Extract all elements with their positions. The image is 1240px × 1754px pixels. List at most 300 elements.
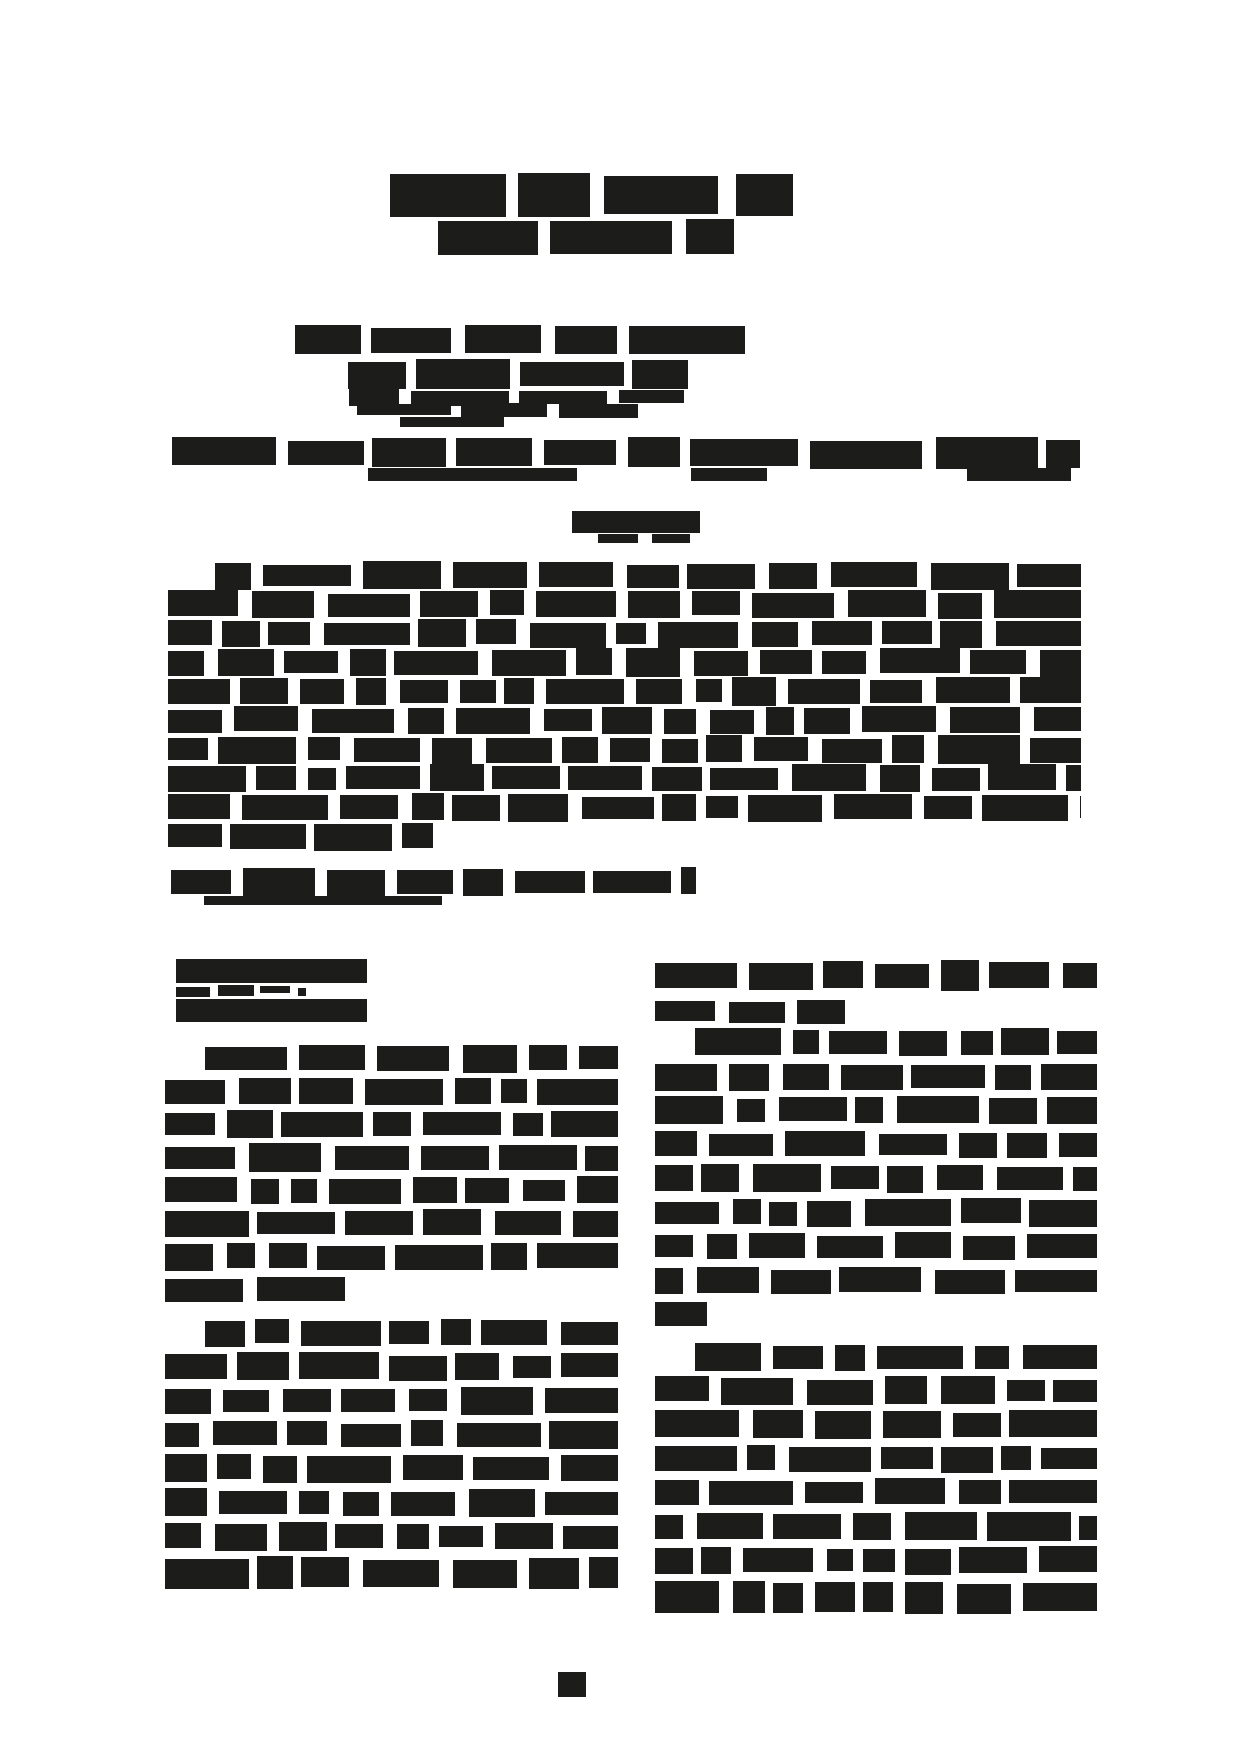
ink-chunk — [441, 1319, 471, 1345]
ink-chunk — [373, 1112, 411, 1136]
ink-chunk — [492, 650, 566, 676]
ink-chunk — [877, 1346, 963, 1369]
ink-chunk — [959, 1547, 1027, 1573]
ink-chunk — [1020, 677, 1081, 703]
ink-chunk — [736, 174, 793, 216]
ink-chunk — [1009, 1410, 1097, 1437]
ink-chunk — [456, 438, 532, 466]
redacted-line — [655, 1002, 845, 1023]
redacted-line — [655, 1064, 1097, 1089]
ink-chunk — [831, 1166, 879, 1189]
ink-chunk — [473, 1457, 549, 1480]
ink-chunk — [283, 1389, 331, 1412]
ink-chunk — [420, 591, 478, 617]
ink-chunk — [284, 651, 338, 673]
redacted-line — [165, 1277, 345, 1302]
ink-chunk — [165, 1523, 201, 1548]
redacted-line — [655, 1514, 1097, 1539]
ink-chunk — [372, 438, 446, 467]
ink-chunk — [395, 1245, 483, 1270]
ink-chunk — [1040, 650, 1081, 677]
ink-chunk — [941, 1376, 995, 1404]
ink-chunk — [733, 1199, 761, 1224]
ink-chunk — [205, 1047, 287, 1070]
ink-chunk — [937, 1165, 983, 1190]
ink-chunk — [1027, 1234, 1097, 1258]
redacted-line — [390, 175, 793, 215]
ink-chunk — [346, 766, 420, 789]
ink-chunk — [504, 678, 534, 704]
ink-chunk — [269, 1243, 307, 1268]
ink-chunk — [1007, 1380, 1045, 1401]
redacted-line — [558, 1672, 586, 1697]
ink-chunk — [988, 764, 1056, 790]
ink-chunk — [513, 1356, 551, 1378]
ink-chunk — [655, 1268, 683, 1294]
ink-chunk — [412, 793, 444, 820]
ink-chunk — [1023, 1345, 1097, 1369]
redacted-line — [655, 1268, 1097, 1293]
ink-chunk — [655, 1515, 683, 1539]
redacted-line — [348, 360, 688, 387]
ink-chunk — [463, 1045, 517, 1073]
redacted-line — [168, 737, 1081, 762]
ink-chunk — [655, 1096, 723, 1124]
ink-chunk — [165, 1559, 249, 1589]
ink-chunk — [602, 707, 652, 734]
ink-chunk — [815, 1411, 871, 1439]
ink-chunk — [176, 959, 367, 983]
ink-chunk — [368, 468, 577, 481]
redacted-line — [168, 766, 1081, 791]
redacted-line — [165, 1112, 618, 1137]
redacted-line — [598, 534, 690, 543]
ink-chunk — [924, 796, 972, 819]
ink-chunk — [168, 766, 246, 792]
ink-chunk — [706, 796, 738, 818]
ink-chunk — [822, 651, 866, 674]
ink-chunk — [1057, 1031, 1097, 1054]
ink-chunk — [400, 417, 504, 427]
ink-chunk — [652, 534, 690, 543]
ink-chunk — [629, 326, 745, 354]
ink-chunk — [350, 649, 386, 676]
ink-chunk — [616, 623, 646, 644]
redacted-line — [695, 1344, 1097, 1369]
redacted-line — [295, 326, 745, 352]
ink-chunk — [953, 1413, 1001, 1437]
ink-chunk — [687, 564, 755, 589]
ink-chunk — [1059, 1133, 1097, 1157]
ink-chunk — [577, 1176, 618, 1203]
ink-chunk — [987, 1512, 1071, 1541]
ink-chunk — [627, 565, 679, 588]
ink-chunk — [805, 1482, 863, 1503]
ink-chunk — [301, 1321, 381, 1346]
ink-chunk — [881, 1447, 933, 1469]
ink-chunk — [204, 896, 442, 905]
redacted-line — [165, 1244, 618, 1269]
ink-chunk — [411, 1420, 443, 1446]
ink-chunk — [312, 709, 394, 733]
ink-chunk — [1073, 1167, 1097, 1191]
redacted-line — [176, 999, 367, 1022]
ink-chunk — [655, 1001, 715, 1021]
ink-chunk — [961, 1031, 993, 1055]
ink-chunk — [499, 1145, 577, 1170]
ink-chunk — [354, 738, 420, 762]
ink-chunk — [1030, 738, 1081, 763]
ink-chunk — [882, 621, 932, 644]
ink-chunk — [996, 621, 1081, 646]
ink-chunk — [222, 621, 260, 647]
ink-chunk — [655, 1480, 699, 1505]
redacted-line — [168, 824, 433, 849]
ink-chunk — [817, 1236, 883, 1258]
ink-chunk — [887, 1166, 923, 1193]
ink-chunk — [213, 1421, 277, 1445]
ink-chunk — [690, 439, 798, 466]
ink-chunk — [1007, 1133, 1047, 1158]
ink-chunk — [317, 1246, 385, 1270]
ink-chunk — [899, 1031, 947, 1056]
ink-chunk — [234, 706, 298, 731]
ink-chunk — [721, 1378, 793, 1405]
ink-chunk — [865, 1199, 951, 1226]
ink-chunk — [932, 768, 980, 791]
ink-chunk — [936, 677, 1010, 703]
ink-chunk — [959, 1133, 997, 1158]
ink-chunk — [165, 1454, 207, 1482]
ink-chunk — [465, 325, 541, 353]
ink-chunk — [403, 1455, 463, 1480]
ink-chunk — [168, 824, 222, 847]
ink-chunk — [165, 1211, 249, 1237]
redacted-line — [165, 1388, 618, 1413]
ink-chunk — [561, 1455, 618, 1481]
ink-chunk — [1039, 1546, 1097, 1572]
redacted-line — [165, 1079, 618, 1104]
ink-chunk — [307, 1456, 391, 1483]
ink-chunk — [1041, 1064, 1097, 1090]
ink-chunk — [743, 1548, 813, 1572]
ink-chunk — [911, 1065, 985, 1088]
ink-chunk — [655, 1131, 697, 1156]
ink-chunk — [895, 1232, 951, 1258]
ink-chunk — [453, 1560, 517, 1588]
ink-chunk — [251, 1179, 279, 1204]
ink-chunk — [490, 590, 524, 615]
ink-chunk — [834, 794, 912, 819]
ink-chunk — [870, 680, 922, 703]
ink-chunk — [219, 1491, 287, 1514]
ink-chunk — [769, 563, 817, 589]
ink-chunk — [572, 511, 700, 533]
ink-chunk — [239, 1078, 291, 1104]
ink-chunk — [301, 1557, 349, 1587]
ink-chunk — [585, 1146, 618, 1171]
ink-chunk — [897, 1096, 979, 1123]
ink-chunk — [652, 767, 702, 791]
ink-chunk — [463, 869, 503, 896]
ink-chunk — [218, 737, 296, 764]
ink-chunk — [829, 1031, 887, 1054]
ink-chunk — [749, 1233, 805, 1258]
ink-chunk — [970, 650, 1026, 674]
ink-chunk — [165, 1147, 235, 1169]
ink-chunk — [835, 1345, 865, 1371]
ink-chunk — [165, 1279, 243, 1302]
ink-chunk — [299, 1045, 365, 1070]
redacted-line — [176, 959, 367, 983]
ink-chunk — [356, 678, 386, 705]
ink-chunk — [655, 1302, 707, 1326]
ink-chunk — [936, 437, 1038, 469]
ink-chunk — [880, 765, 920, 792]
ink-chunk — [1034, 707, 1081, 731]
ink-chunk — [753, 1410, 803, 1438]
ink-chunk — [299, 1078, 353, 1104]
redacted-line — [165, 1178, 618, 1203]
ink-chunk — [550, 221, 672, 254]
redacted-line — [165, 1490, 618, 1515]
ink-chunk — [626, 648, 680, 677]
ink-chunk — [752, 593, 834, 618]
ink-chunk — [831, 562, 917, 587]
ink-chunk — [460, 680, 496, 703]
ink-chunk — [397, 870, 453, 894]
ink-chunk — [773, 1514, 841, 1539]
ink-chunk — [655, 963, 737, 988]
ink-chunk — [697, 1267, 759, 1293]
ink-chunk — [243, 868, 315, 896]
ink-chunk — [328, 594, 410, 617]
redacted-line — [165, 1354, 618, 1379]
ink-chunk — [729, 1064, 769, 1091]
ink-chunk — [561, 1322, 618, 1345]
ink-chunk — [773, 1583, 803, 1613]
ink-chunk — [390, 174, 506, 217]
ink-chunk — [883, 1411, 941, 1438]
redacted-line — [695, 1030, 1097, 1055]
ink-chunk — [397, 1524, 429, 1549]
ink-chunk — [461, 1387, 533, 1415]
ink-chunk — [227, 1243, 255, 1268]
ink-chunk — [636, 679, 682, 704]
ink-chunk — [523, 1180, 565, 1201]
ink-chunk — [982, 795, 1068, 821]
ink-chunk — [501, 1079, 527, 1103]
ink-chunk — [709, 1481, 793, 1505]
ink-chunk — [989, 962, 1049, 988]
ink-chunk — [452, 795, 500, 821]
ink-chunk — [255, 1319, 289, 1343]
ink-chunk — [752, 622, 798, 647]
ink-chunk — [545, 1388, 618, 1413]
ink-chunk — [589, 1557, 618, 1588]
ink-chunk — [165, 1113, 215, 1135]
ink-chunk — [288, 441, 364, 465]
ink-chunk — [1023, 1583, 1097, 1611]
ink-chunk — [562, 737, 598, 763]
ink-chunk — [279, 1522, 327, 1551]
redacted-line — [165, 1145, 618, 1170]
ink-chunk — [664, 709, 696, 734]
ink-chunk — [168, 590, 238, 616]
ink-chunk — [737, 1099, 765, 1122]
ink-chunk — [1001, 1446, 1031, 1470]
ink-chunk — [628, 591, 680, 618]
ink-chunk — [257, 1277, 345, 1301]
ink-chunk — [598, 534, 638, 543]
ink-chunk — [905, 1582, 943, 1614]
ink-chunk — [863, 1549, 895, 1572]
ink-chunk — [491, 1243, 527, 1270]
ink-chunk — [168, 620, 212, 645]
ink-chunk — [686, 219, 734, 254]
redacted-line — [165, 1558, 618, 1588]
ink-chunk — [1080, 796, 1081, 818]
ink-chunk — [561, 1353, 618, 1377]
ink-chunk — [732, 677, 776, 706]
ink-chunk — [694, 651, 748, 676]
ink-chunk — [753, 1164, 821, 1192]
ink-chunk — [215, 1524, 267, 1551]
ink-chunk — [995, 1065, 1031, 1090]
redacted-line — [655, 1378, 1097, 1403]
ink-chunk — [300, 679, 344, 704]
ink-chunk — [529, 1558, 579, 1589]
ink-chunk — [455, 1078, 491, 1104]
ink-chunk — [299, 1352, 379, 1379]
ink-chunk — [941, 960, 979, 991]
redacted-line — [368, 468, 1071, 481]
ink-chunk — [655, 1235, 693, 1257]
ink-chunk — [421, 1146, 489, 1170]
ink-chunk — [628, 437, 680, 467]
redacted-line — [655, 962, 1097, 989]
ink-chunk — [486, 738, 552, 763]
ink-chunk — [551, 1111, 618, 1137]
ink-chunk — [559, 404, 638, 418]
redacted-line — [655, 1548, 1097, 1573]
ink-chunk — [691, 468, 767, 481]
ink-chunk — [537, 1079, 618, 1105]
ink-chunk — [655, 1410, 739, 1437]
ink-chunk — [416, 359, 510, 389]
ink-chunk — [792, 764, 866, 791]
ink-chunk — [481, 1320, 547, 1345]
ink-chunk — [959, 1480, 1001, 1504]
ink-chunk — [176, 999, 367, 1022]
ink-chunk — [408, 708, 444, 734]
ink-chunk — [456, 708, 530, 734]
ink-chunk — [308, 768, 336, 790]
ink-chunk — [848, 590, 926, 617]
ink-chunk — [413, 1177, 457, 1203]
ink-chunk — [619, 390, 684, 403]
ink-chunk — [394, 651, 478, 675]
ink-chunk — [365, 1079, 443, 1105]
redacted-line — [655, 1132, 1097, 1157]
ink-chunk — [941, 1447, 993, 1473]
ink-chunk — [989, 1098, 1037, 1124]
ink-chunk — [389, 1356, 447, 1381]
ink-chunk — [469, 1489, 535, 1517]
ink-chunk — [709, 1134, 773, 1156]
ink-chunk — [495, 1211, 561, 1235]
ink-chunk — [348, 362, 406, 389]
ink-chunk — [710, 768, 778, 790]
ink-chunk — [432, 738, 472, 764]
redacted-line — [168, 592, 1081, 617]
ink-chunk — [632, 360, 688, 389]
ink-chunk — [1041, 1448, 1097, 1469]
ink-chunk — [520, 362, 624, 386]
ink-chunk — [495, 1523, 553, 1549]
ink-chunk — [544, 440, 616, 465]
ink-chunk — [257, 1212, 335, 1234]
ink-chunk — [335, 1146, 409, 1170]
ink-chunk — [343, 1492, 379, 1516]
ink-chunk — [593, 871, 671, 893]
ink-chunk — [335, 1524, 383, 1548]
ink-chunk — [681, 867, 696, 894]
ink-chunk — [905, 1512, 977, 1540]
redacted-line — [172, 439, 1080, 467]
ink-chunk — [1015, 1270, 1097, 1292]
ink-chunk — [402, 823, 433, 848]
ink-chunk — [701, 1164, 739, 1192]
ink-chunk — [579, 1046, 618, 1069]
ink-chunk — [963, 1236, 1015, 1260]
redacted-line — [205, 1320, 618, 1345]
ink-chunk — [409, 1389, 447, 1411]
ink-chunk — [423, 1112, 501, 1135]
redacted-line — [357, 404, 638, 416]
ink-chunk — [357, 404, 451, 415]
ink-chunk — [935, 1270, 1005, 1294]
ink-chunk — [950, 707, 1020, 733]
ink-chunk — [345, 1211, 413, 1235]
ink-chunk — [563, 1526, 618, 1549]
ink-chunk — [215, 563, 251, 590]
ink-chunk — [529, 1045, 567, 1070]
ink-chunk — [168, 651, 204, 676]
ink-chunk — [168, 794, 230, 819]
ink-chunk — [363, 561, 441, 589]
ink-chunk — [994, 590, 1081, 618]
redacted-line — [165, 1456, 618, 1481]
ink-chunk — [515, 871, 585, 893]
ink-chunk — [885, 1376, 927, 1404]
ink-chunk — [438, 221, 538, 255]
ink-chunk — [168, 710, 222, 733]
ink-chunk — [205, 1321, 245, 1347]
ink-chunk — [880, 648, 960, 673]
ink-chunk — [544, 709, 592, 731]
ink-chunk — [218, 649, 274, 676]
ink-chunk — [604, 176, 718, 214]
redacted-line — [168, 795, 1081, 820]
ink-chunk — [314, 824, 392, 851]
ink-chunk — [377, 1046, 449, 1071]
ink-chunk — [771, 1270, 831, 1294]
ink-chunk — [391, 1492, 455, 1516]
ink-chunk — [789, 1447, 871, 1472]
ink-chunk — [298, 988, 306, 996]
ink-chunk — [230, 824, 306, 849]
